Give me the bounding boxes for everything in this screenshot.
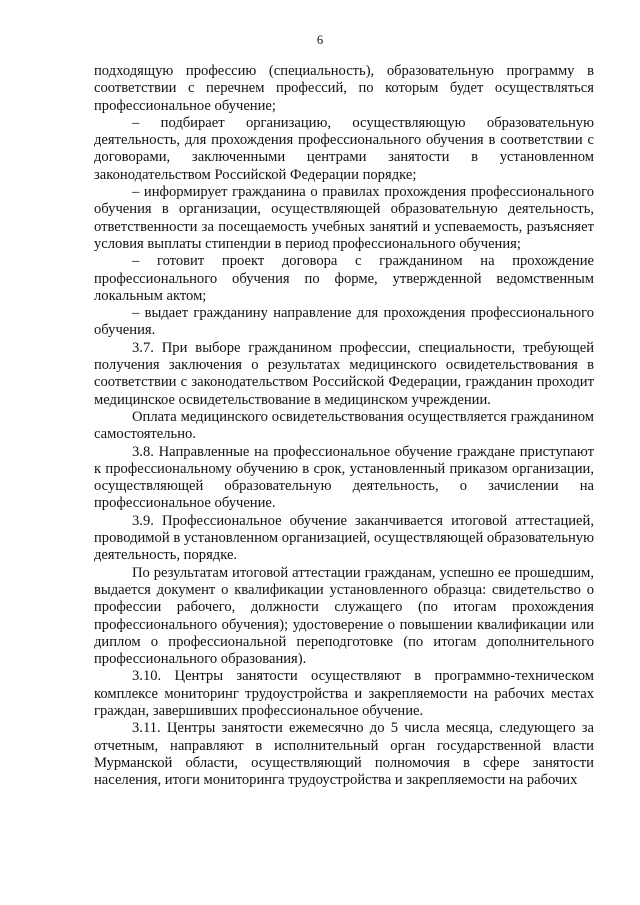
list-item-select-organization: – подбирает организацию, осуществляющую образовательную деятельность, для прохождения профессионального обучения в соответствии с договорами, заключенными центрами занятости в установленном законодательством Российской Федерации порядке; [94,114,594,183]
list-item-inform-citizen: – информирует гражданина о правилах прохождения профессионального обучения в организации, осуществляющей образовательную деятельность, ответственности за посещаемость учебных занятий и успеваемость, разъясняет условия выплаты стипендии в период профессионального обучения; [94,184,594,252]
paragraph-3-11: 3.11. Центры занятости ежемесячно до 5 числа месяца, следующего за отчетным, направляют в исполнительный орган государственной власти Мурманской области, осуществляющий полномочия в сфере занятости населения, итоги мониторинга трудоустройства и закрепляемости на рабочих [94,720,594,789]
document-body [94,63,594,789]
paragraph-3-10: 3.10. Центры занятости осуществляют в программно-техническом комплексе мониторинг трудоустройства и закрепляемости на рабочих местах граждан, завершивших профессиональное обучение. [94,668,594,719]
list-item-issue-referral: – выдает гражданину направление для прохождения профессионального обучения. [94,305,594,339]
paragraph-certification-results: По результатам итоговой аттестации гражданам, успешно ее прошедшим, выдается документ о квалификации установленного образца: свидетельство о профессии рабочего, должности служащего (по итогам прохождения профессионального обучения); удостоверение о повышении квалификации или диплом о профессиональной переподготовке (по итогам дополнительного профессионального образования). [94,564,594,668]
paragraph-3-9: 3.9. Профессиональное обучение заканчивается итоговой аттестацией, проводимой в установленном организацией, осуществляющей образовательную деятельность, порядке. [94,512,594,564]
paragraph-3-8: 3.8. Направленные на профессиональное обучение граждане приступают к профессиональному обучению в срок, установленный приказом организации, осуществляющей образовательную деятельность, о зачислении на профессиональное обучение. [94,443,594,512]
list-item-prepare-contract: – готовит проект договора с гражданином на прохождение профессионального обучения по форме, утвержденной ведомственным локальным актом; [94,253,594,304]
paragraph-continuation: подходящую профессию (специальность), образовательную программу в соответствии с перечнем профессий, по которым будет осуществляться профессиональное обучение; [94,63,594,114]
paragraph-medical-payment: Оплата медицинского освидетельствования осуществляется гражданином самостоятельно. [94,408,594,443]
paragraph-3-7: 3.7. При выборе гражданином профессии, специальности, требующей получения заключения о результатах медицинского освидетельствования в соответствии с законодательством Российской Федерации, гражданин проходит медицинское освидетельствование в медицинском учреждении. [94,339,594,408]
page-number: 6 [316,33,324,47]
